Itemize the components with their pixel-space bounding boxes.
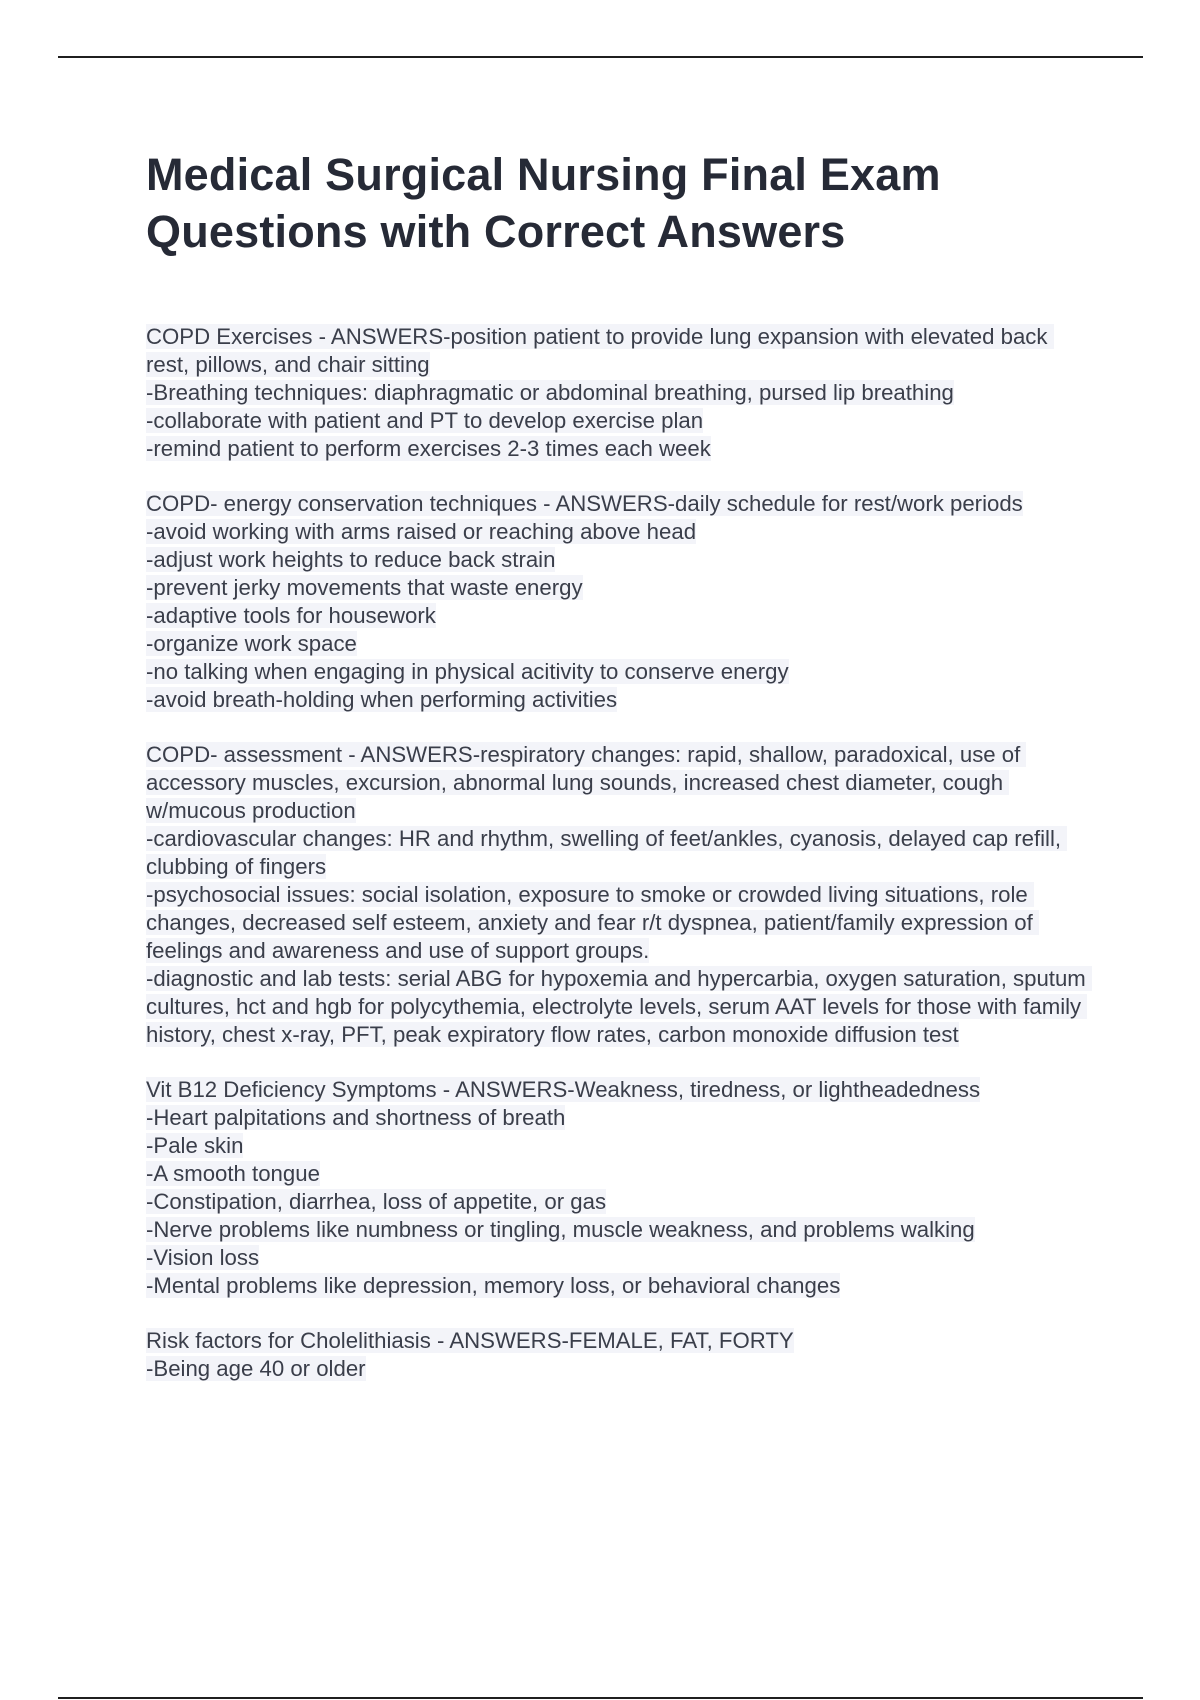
qa-line [146, 379, 1096, 407]
qa-question-answer: COPD- assessment - ANSWERS-respiratory changes: rapid, shallow, paradoxical, use of accessory muscles, excursion, abnormal lung sounds, increased chest diameter, cough w/mucous production [146, 742, 1027, 823]
qa-answer-line: -psychosocial issues: social isolation, exposure to smoke or crowded living situations, role changes, decreased self esteem, anxiety and fear r/t dyspnea, patient/family expression of feelings and awareness and use of support groups. [146, 882, 1039, 963]
qa-line [146, 686, 1096, 714]
qa-answer-line: -adaptive tools for housework [146, 603, 436, 628]
qa-list [146, 323, 1096, 1383]
qa-line [146, 1104, 1096, 1132]
qa-answer-line: -A smooth tongue [146, 1161, 320, 1186]
qa-line [146, 435, 1096, 463]
qa-line [146, 1076, 1096, 1104]
qa-line [146, 658, 1096, 686]
qa-answer-line: -Pale skin [146, 1133, 244, 1158]
qa-answer-line: -no talking when engaging in physical acitivity to conserve energy [146, 659, 789, 684]
qa-line [146, 630, 1096, 658]
qa-answer-line: -Nerve problems like numbness or tingling, muscle weakness, and problems walking [146, 1217, 975, 1242]
top-rule [58, 56, 1143, 58]
qa-line [146, 1132, 1096, 1160]
qa-line [146, 1216, 1096, 1244]
qa-answer-line: -Vision loss [146, 1245, 260, 1270]
qa-question-answer: Risk factors for Cholelithiasis - ANSWERS-FEMALE, FAT, FORTY [146, 1328, 794, 1353]
qa-answer-line: -Constipation, diarrhea, loss of appetite, or gas [146, 1189, 607, 1214]
qa-item-cholelithiasis-risk [146, 1327, 1096, 1383]
title-line-1: Medical Surgical Nursing Final Exam [146, 149, 941, 200]
qa-item-vit-b12-deficiency [146, 1076, 1096, 1300]
qa-answer-line: -prevent jerky movements that waste energy [146, 575, 583, 600]
qa-question-answer: COPD- energy conservation techniques - ANSWERS-daily schedule for rest/work periods [146, 491, 1023, 516]
qa-line [146, 602, 1096, 630]
qa-answer-line: -Breathing techniques: diaphragmatic or abdominal breathing, pursed lip breathing [146, 380, 954, 405]
qa-answer-line: -Being age 40 or older [146, 1356, 366, 1381]
qa-answer-line: -Heart palpitations and shortness of breath [146, 1105, 566, 1130]
qa-line [146, 407, 1096, 435]
qa-line [146, 518, 1096, 546]
qa-answer-line: -avoid breath-holding when performing activities [146, 687, 618, 712]
document-page [146, 146, 1096, 1410]
qa-answer-line: -adjust work heights to reduce back strain [146, 547, 556, 572]
bottom-rule [58, 1697, 1143, 1699]
qa-line [146, 1272, 1096, 1300]
document-title [146, 146, 1096, 260]
qa-line [146, 1160, 1096, 1188]
qa-answer-line: -organize work space [146, 631, 357, 656]
qa-answer-line: -Mental problems like depression, memory loss, or behavioral changes [146, 1273, 841, 1298]
qa-question-answer: COPD Exercises - ANSWERS-position patient to provide lung expansion with elevated back rest, pillows, and chair sitting [146, 324, 1054, 377]
qa-item-copd-assessment [146, 741, 1096, 1049]
qa-line [146, 1355, 1096, 1383]
qa-answer-line: -remind patient to perform exercises 2-3 times each week [146, 436, 711, 461]
qa-line [146, 323, 1096, 379]
qa-item-copd-energy-conservation [146, 490, 1096, 714]
qa-line [146, 965, 1096, 1049]
qa-line [146, 1327, 1096, 1355]
qa-line [146, 546, 1096, 574]
qa-question-answer: Vit B12 Deficiency Symptoms - ANSWERS-Weakness, tiredness, or lightheadedness [146, 1077, 981, 1102]
qa-answer-line: -avoid working with arms raised or reaching above head [146, 519, 697, 544]
qa-answer-line: -cardiovascular changes: HR and rhythm, swelling of feet/ankles, cyanosis, delayed cap refill, clubbing of fingers [146, 826, 1068, 879]
qa-line [146, 1244, 1096, 1272]
qa-line [146, 741, 1096, 825]
qa-item-copd-exercises [146, 323, 1096, 463]
qa-line [146, 574, 1096, 602]
qa-answer-line: -diagnostic and lab tests: serial ABG for hypoxemia and hypercarbia, oxygen saturation, sputum cultures, hct and hgb for polycythemia, electrolyte levels, serum AAT levels for those with family history, chest x-ray, PFT, peak expiratory flow rates, carbon monoxide diffusion test [146, 966, 1092, 1047]
qa-line [146, 1188, 1096, 1216]
qa-line [146, 490, 1096, 518]
qa-line [146, 881, 1096, 965]
title-line-2: Questions with Correct Answers [146, 206, 846, 257]
qa-line [146, 825, 1096, 881]
qa-answer-line: -collaborate with patient and PT to develop exercise plan [146, 408, 704, 433]
